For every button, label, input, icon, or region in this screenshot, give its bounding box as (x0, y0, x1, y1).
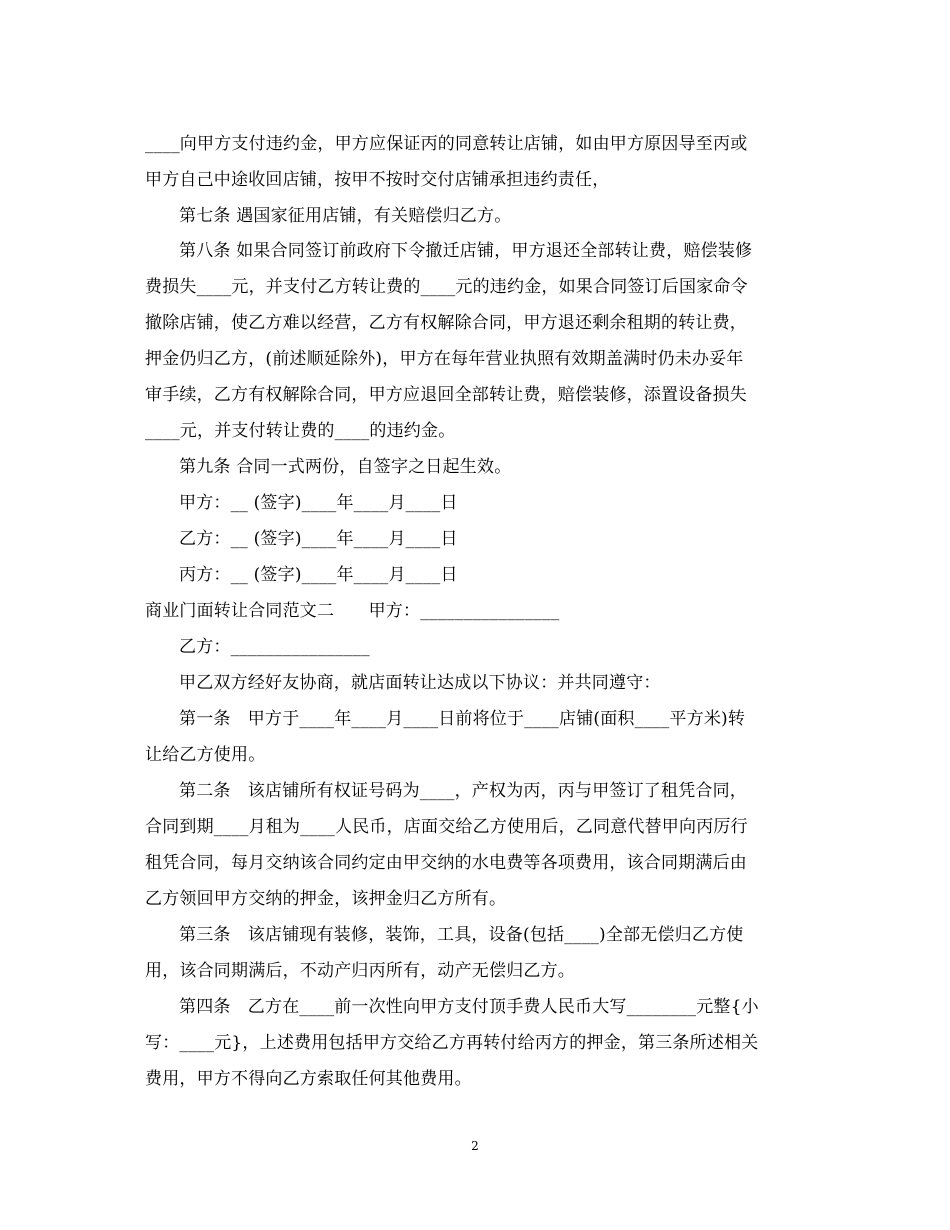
text-line: ____向甲方支付违约金，甲方应保证丙的同意转让店铺，如由甲方原因导至丙或 (145, 134, 748, 154)
agreement-intro: 甲乙双方经好友协商，就店面转让达成以下协议：并共同遵守： (179, 673, 661, 693)
clause-4: 第四条 乙方在____前一次性向甲方支付顶手费人民币大写________元整{小 (179, 997, 759, 1017)
text-line: 押金仍归乙方，(前述顺延除外)，甲方在每年营业执照有效期盖满时仍未办妥年 (145, 349, 744, 369)
text-line: 费损失____元，并支付乙方转让费的____元的违约金，如果合同签订后国家命令 (145, 277, 748, 297)
text-line: ____元，并支付转让费的____的违约金。 (145, 421, 456, 441)
clause-1: 第一条 甲方于____年____月____日前将位于____店铺(面积____平方米)转 (179, 709, 746, 729)
text-line: 费用，甲方不得向乙方索取任何其他费用。 (145, 1069, 472, 1089)
text-line: 用，该合同期满后，不动产归丙所有，动产无偿归乙方。 (145, 961, 575, 981)
clause-2: 第二条 该店铺所有权证号码为____，产权为丙，丙与甲签订了租凭合同， (179, 781, 747, 801)
text-line: 让给乙方使用。 (145, 745, 266, 765)
clause-9: 第九条 合同一式两份，自签字之日起生效。 (179, 457, 512, 477)
signature-party-a: 甲方：__ (签字)____年____月____日 (179, 493, 458, 513)
signature-party-c: 丙方：__ (签字)____年____月____日 (179, 565, 458, 585)
text-line: 甲方自己中途收回店铺，按甲不按时交付店铺承担违约责任， (145, 170, 610, 190)
clause-3: 第三条 该店铺现有装修，装饰，工具，设备(包括____)全部无偿归乙方使 (179, 925, 744, 945)
clause-7: 第七条 遇国家征用店铺，有关赔偿归乙方。 (179, 206, 512, 226)
text-line: 撤除店铺，使乙方难以经营，乙方有权解除合同，甲方退还剩余租期的转让费， (145, 313, 747, 333)
text-line: 写：____元}，上述费用包括甲方交给乙方再转付给丙方的押金，第三条所述相关 (145, 1033, 759, 1053)
party-b-line: 乙方：________________ (179, 637, 370, 657)
clause-8: 第八条 如果合同签订前政府下令撤迁店铺，甲方退还全部转让费，赔偿装修 (179, 241, 753, 261)
text-line: 审手续，乙方有权解除合同，甲方应退回全部转让费，赔偿装修，添置设备损失 (145, 385, 747, 405)
text-line: 租凭合同，每月交纳该合同约定由甲交纳的水电费等各项费用，该合同期满后由 (145, 853, 747, 873)
signature-party-b: 乙方：__ (签字)____年____月____日 (179, 529, 458, 549)
text-line: 乙方领回甲方交纳的押金，该押金归乙方所有。 (145, 889, 507, 909)
page-number: 2 (471, 1139, 479, 1153)
text-line: 合同到期____月租为____人民币，店面交给乙方使用后，乙同意代替甲向丙厉行 (145, 817, 748, 837)
section-title-line: 商业门面转让合同范文二 甲方：________________ (145, 601, 560, 621)
